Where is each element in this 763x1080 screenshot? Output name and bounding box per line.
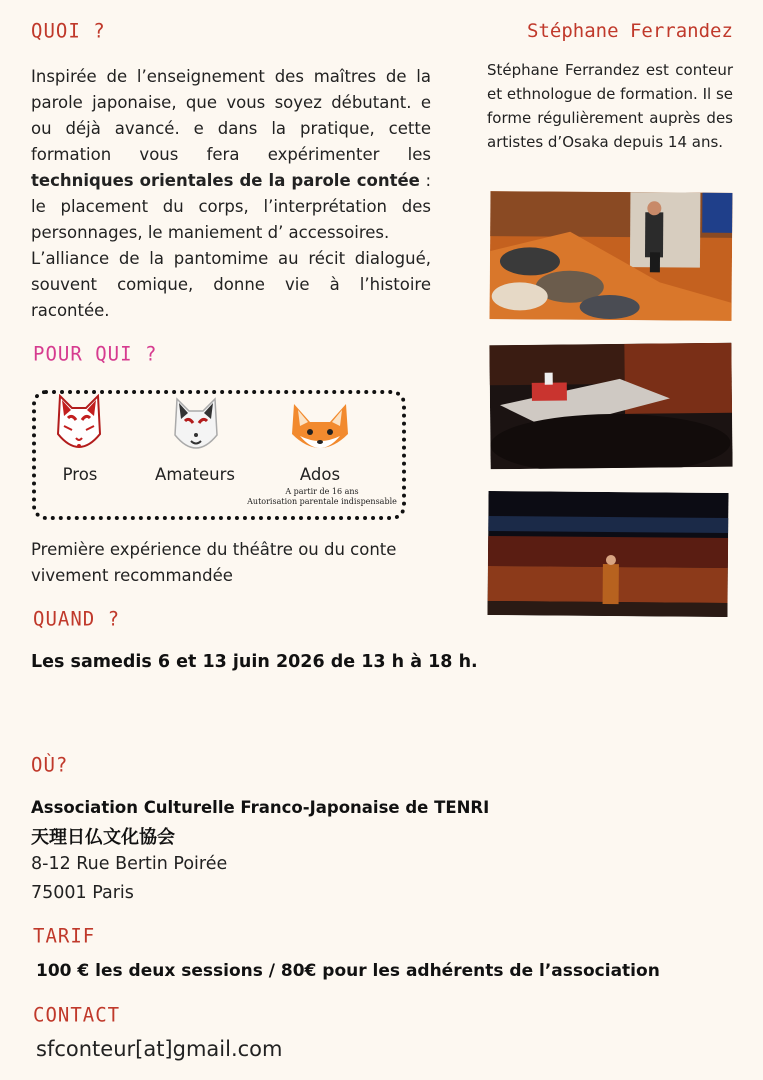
ou-street: 8-12 Rue Bertin Poirée bbox=[31, 854, 228, 874]
quoi-paragraph bbox=[31, 64, 431, 324]
age-note bbox=[246, 487, 398, 507]
fox-face-icon bbox=[288, 402, 352, 464]
audience-label-pros: Pros bbox=[62, 465, 98, 484]
age-note-line1: A partir de 16 ans bbox=[285, 487, 359, 496]
theater-small-photo bbox=[489, 343, 732, 470]
quand-heading: QUAND ? bbox=[33, 607, 121, 631]
red-kitsune-mask-icon bbox=[56, 394, 102, 464]
quoi-rest: : le placement du corps, l’interprétation des personnages, le maniement d’ accessoires. bbox=[31, 171, 431, 242]
age-note-line2: Autorisation parentale indispensable bbox=[247, 497, 397, 506]
ou-org-jp: 天理日仏文化協会 bbox=[31, 827, 175, 848]
theater-large-photo bbox=[487, 491, 728, 617]
tarif-heading: TARIF bbox=[33, 924, 96, 948]
bio-text: Stéphane Ferrandez est conteur et ethnologue de formation. Il se forme régulièrement auprès des artistes d’Osaka depuis 14 ans. bbox=[487, 61, 733, 151]
ou-heading: OÙ? bbox=[31, 753, 69, 777]
bio-name: Stéphane Ferrandez bbox=[527, 20, 733, 42]
contact-heading: CONTACT bbox=[33, 1003, 121, 1027]
quoi-intro: Inspirée de l’enseignement des maîtres de la parole japonaise, que vous soyez débutant. e ou déjà avancé. e dans la pratique, cette formation vous fera expérimenter les bbox=[31, 67, 431, 164]
recommendation-text: Première expérience du théâtre ou du conte vivement recommandée bbox=[31, 540, 397, 585]
white-kitsune-mask-icon bbox=[173, 397, 219, 465]
contact-email[interactable]: sfconteur[at]gmail.com bbox=[36, 1037, 283, 1061]
pour-qui-heading: POUR QUI ? bbox=[33, 342, 158, 366]
quoi-heading: QUOI ? bbox=[31, 19, 106, 43]
quoi-highlight: techniques orientales de la parole contée bbox=[31, 171, 420, 190]
ou-org: Association Culturelle Franco-Japonaise de TENRI bbox=[31, 798, 490, 817]
audience-label-ados: Ados bbox=[299, 465, 341, 484]
ou-city: 75001 Paris bbox=[31, 883, 134, 903]
quoi-para2: L’alliance de la pantomime au récit dialogué, souvent comique, donne vie à l’histoire racontée. bbox=[31, 249, 431, 320]
audience-label-amateurs: Amateurs bbox=[155, 465, 235, 484]
quand-dates: Les samedis 6 et 13 juin 2026 de 13 h à 18 h. bbox=[31, 652, 478, 672]
workshop-photo bbox=[490, 191, 733, 321]
tarif-price: 100 € les deux sessions / 80€ pour les adhérents de l’association bbox=[36, 961, 660, 981]
